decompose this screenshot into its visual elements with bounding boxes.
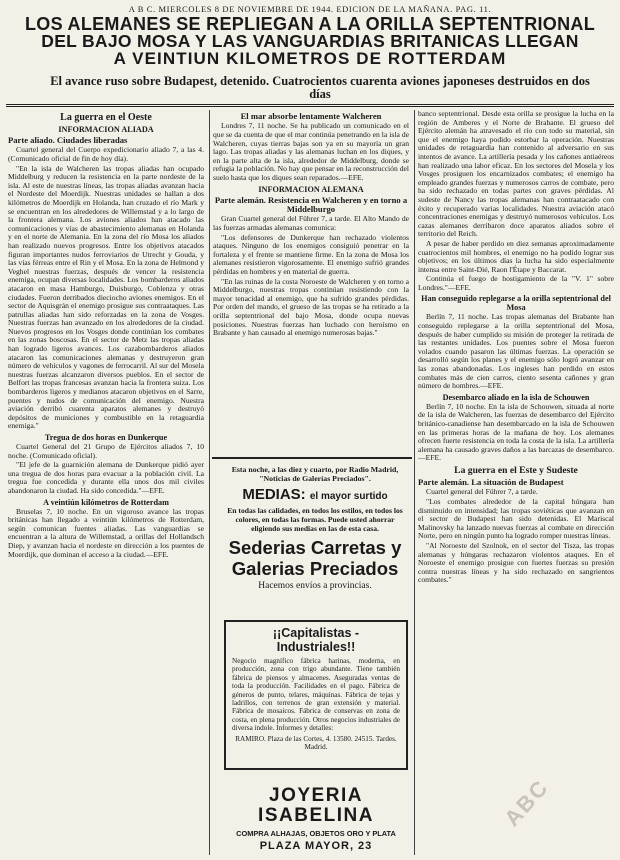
paragraph: "Los combates alrededor de la capital húngara han disminuido en intensidad; las tropas soviéticas que avanzan en el sector de Budapest han sido detenidas. El Mariscal Malinovsky ha lanzado nuevas fuerzas al combate en dirección Norte, pero en ningún punto ha logrado romper nuestras líneas.: [418, 496, 614, 541]
headline-line-3: A VEINTIUN KILOMETROS DE ROTTERDAM: [113, 49, 507, 68]
capitalistas-ad: [224, 620, 408, 770]
article-title-allied-report: Parte aliado. Ciudades liberadas: [8, 135, 128, 145]
column-2-articles: [213, 110, 409, 455]
paragraph: "Al Noroeste del Szolnok, en el sector del Tisza, las tropas alemanas y húngaras rechazaron violentos ataques. En el Noroeste el enemigo prosigue con fuertes fuerzas su presión contra nuestras líneas y ha sido rechazado en sangrientos combates.": [418, 540, 614, 585]
paragraph: Berlín 7, 11 noche. Las tropas alemanas del Brabante han conseguido replegarse a la orilla septentrional del Mosa, después de haber cumplido su misión de proteger la retirada de las restantes unidades. Los puentes sobre el Mosa fueron volados cuando pasaron las últimas fuerzas. La operación se desarrolló según los planes y el enemigo sólo logró avanzar en las zonas abandonadas. Los ingleses han perdido en estos combates más de cien carros, ciento sesenta cañones y gran número de hombres.—EFE.: [418, 312, 614, 391]
article-title-german-report: Parte alemán. Resistencia en Walcheren y en torno a Middelburgo: [214, 194, 408, 214]
paragraph: Gran Cuartel general del Führer 7, a tarde. El Alto Mando de las fuerzas armadas alemanas comunica:: [213, 214, 409, 232]
column-divider-1: [209, 110, 210, 855]
main-headline: [6, 16, 614, 67]
capitalistas-text: Negocio magnífico fábrica harinas, moderna, en producción, zona con trigo abundante. Tiene también fábrica de piensos y almacenes. Aseguradas ventas de toda la producción. Facilidades en el pago. Fábrica de géneros de punto, telares, máquinas. Fábrica de tejas y ladrillos, con terrenos de gran extensión y material. Fábrica de mosaicos. Fábrica de conservas en zona de costa, en plena producción. Otros negocios industriales de diversa índole. Informes y detalles:: [232, 657, 400, 733]
capitalistas-contact: RAMIRO. Plaza de las Cortes, 4. 13580. 24515. Tardes. Madrid.: [235, 734, 397, 752]
paragraph: Cuartel general del Cuerpo expedicionario aliado 7, a las 4. (Comunicado oficial de fin de hoy día).: [8, 145, 204, 163]
column-1: [8, 110, 204, 855]
subheadline: El avance ruso sobre Budapest, detenido. Cuatrocientos cuarenta aviones japoneses destruidos en dos días: [50, 74, 590, 101]
column-divider-2: [414, 110, 415, 855]
paragraph: "En las ruinas de la costa Noroeste de Walcheren y en torno a Middelburgo, nuestras tropas continúan resistiendo con la mayor tenacidad al enemigo, que ha sufrido grandes pérdidas. Por orden del mando, el grueso de las tropas se ha retirado a la orilla septentrional del bajo Mosa, donde ocupa nuevas posiciones. Nuestras fuerzas han luchado con heroísmo en Brabante y han causado al enemigo numerosas bajas.": [213, 276, 409, 338]
article-title-dunkirk: Tregua de dos horas en Dunkerque: [44, 433, 168, 442]
column-3: [418, 110, 614, 855]
joyeria-address: PLAZA MAYOR, 23: [259, 840, 373, 852]
headline-rule-thin: [6, 106, 614, 107]
joyeria-ad: [224, 786, 408, 852]
headline-line-2: DEL BAJO MOSA Y LAS VANGUARDIAS BRITANICAS LLEGAN: [41, 31, 579, 51]
paragraph: "En la isla de Walcheren las tropas aliadas han ocupado Middelburg y reducen la resistencia en la parte nordeste de la isla. Al este de nuestras líneas, las tropas aliadas avanzan hacia el Nordeste del Moerdijk. Nuestras unidades se hallan a dos kilómetros de Moerdijk en Holanda, han cruzado el río Mark y se encuentran en los alrededores de Willemstad y a lo largo de la frontera alemana. Los aviones aliados han atacado las comunicaciones y vías de abastecimiento alemanas en Holanda y en el norte de Alemania. En la zona del río Mosa los aliados han realizado nuevos progresos. Entre los objetivos atacados figuran importantes nudos ferroviarios de Utrecht y Gouda, y las vías férreas entre el Rin y el Mosa. En la zona de Helmond y Veghel nuestras fuerzas, después de vencer la resistencia enemiga, ocupan diversas localidades. Los bombarderos aliados atacaron en masa Hamburgo, Duisburgo, Coblenza y otras ciudades. Fueron derribados dieciocho aviones enemigos. En el sector de Aquisgrán el enemigo prosigue sus contraataques. Las patrullas aliadas han sido reforzadas en la zona de Vosges. Nuestras fuerzas han avanzado en los alrededores de la ciudad. Nuevos progresos en los Vosges donde continúan los combates en las zonas boscosas. En el sector de Metz las tropas aliadas han logrado ligeros avances. Los cazabombarderos aliados atacaron las comunicaciones alemanas y destruyeron gran número de vehículos y vagones de ferrocarril. Al sur del Mosela nuestras fuerzas alcanzaron diversos pueblos. En el sector de Belfort las tropas francesas avanzan hacia la frontera suiza. Los bombarderos ligeros y medianos atacaron objetivos en el Sarre, puentes y nudos de comunicación del enemigo. Nuestra aviación derribó cuarenta aparatos alemanes y destruyó depósitos de municiones y combustible en la retaguardia enemiga.": [8, 163, 204, 431]
shipping-note: Hacemos envíos a provincias.: [258, 581, 372, 591]
paragraph: "Los defensores de Dunkerque han rechazado violentos ataques. Ninguno de los enemigos consiguió penetrar en la fortaleza y el frente se mantiene firme. En la zona de Mosa los alemanes resistieron vigorosamente. El enemigo sufrió grandes pérdidas en hombres y en material de guerra.: [213, 232, 409, 276]
article-title-schouwen: Desembarco aliado en la isla de Schouwen: [442, 392, 590, 402]
medias-text: En todas las calidades, en todos los estilos, en todos los colores, en todas las formas. Puede usted ahorrar eligiendo sus medias en las de esta casa.: [227, 506, 403, 533]
section-subtitle-german: INFORMACION ALEMANA: [258, 184, 364, 194]
joyeria-text: COMPRA ALHAJAS, OBJETOS ORO Y PLATA: [236, 829, 396, 838]
medias-heading: [222, 486, 408, 503]
abc-watermark: ABC: [499, 774, 554, 831]
section-subtitle-allied: INFORMACION ALIADA: [58, 125, 154, 134]
medias-tagline: el mayor surtido: [309, 491, 388, 502]
headline-line-1: LOS ALEMANES SE REPLIEGAN A LA ORILLA SEPTENTRIONAL: [25, 14, 595, 34]
joyeria-name: JOYERIA ISABELINA: [258, 785, 374, 826]
store-name: Sederias Carretas y Galerias Preciados: [228, 537, 402, 579]
paragraph: Continúa el fuego de hostigamiento de la "V. 1" sobre Londres."—EFE.: [418, 274, 614, 292]
paragraph: banco septentrional. Desde esta orilla se prosigue la lucha en la región de Amberes y el Norte de Brabante. El grueso del Ejército alemán ha atravesado el río con todo su material, sin que el enemigo haya podido estorbar la operación. Nuestras unidades de retaguardia han contenido al adversario en sus intentos de avance. La artillería pesada y los cañones antiaéreos han realizado una labor eficaz. En los sectores del Mosela y los Vosges prosiguen los encarnizados combates; el enemigo ha empleado grandes fuerzas y numerosos carros de combate, pero ha sido rechazado en todas partes con graves pérdidas. Al sudeste de Nancy las tropas alemanas han contraatacado con éxito y recuperado varias localidades. Nuestra aviación atacó concentraciones enemigas y destruyó numerosos vehículos. Los cazas alemanes derribaron doce aparatos aliados sobre el territorio del Reich.: [418, 110, 614, 239]
galerias-preciados-ad: [222, 465, 408, 615]
section-title-east: La guerra en el Este y Sudeste: [454, 464, 578, 476]
paragraph: A pesar de haber perdido en diez semanas aproximadamente cuatrocientos mil hombres, el enemigo no ha podido lograr sus objetivos; en los últimos días la lucha ha sido especialmente intensa entre Saint-Dié, Raon l'Étape y Baccarat.: [418, 238, 614, 274]
headline-rule: [6, 104, 614, 105]
radio-announcement: Esta noche, a las diez y cuarto, por Radio Madrid, "Noticias de Galerías Preciados".: [231, 465, 399, 483]
section-title-west: La guerra en el Oeste: [60, 112, 152, 123]
ad-rule-top: [212, 457, 412, 459]
running-head: A B C. MIERCOLES 8 DE NOVIEMBRE DE 1944. EDICION DE LA MAÑANA. PAG. 11.: [128, 4, 492, 14]
paragraph: Bruselas 7, 10 noche. En un vigoroso avance las tropas británicas han llegado a veintiún kilómetros de Rotterdam, según comunican fuentes aliadas. Las vanguardias se encuentran a la altura de Willemstad, a orillas del Hollandsch Diep, y avanzan hacia el nordeste en dirección a los puentes de Moerdijk, que dominan el acceso a la ciudad.—EFE.: [8, 506, 204, 559]
capitalistas-title: ¡¡Capitalistas - Industriales!!: [272, 626, 360, 654]
paragraph: Londres 7, 11 noche. Se ha publicado un comunicado en el que se da cuenta de que el mar continúa penetrando en la isla de Walcheren, cuyas tierras bajas son ya en su mayoría un gran lago. Las tropas aliadas y las alemanas luchan en los diques, y en la parte alta de la isla, alrededor de Middelburg, donde se refugia la población. No hay que pensar en la reconstrucción del suelo hasta que los diques sean reparados.—EFE.: [213, 121, 409, 182]
paragraph: Cuartel General del 21 Grupo de Ejércitos aliados 7, 10 noche. (Comunicado oficial).: [8, 442, 204, 460]
article-title-mosa-retreat: Han conseguido replegarse a la orilla septentrional del Mosa: [421, 294, 611, 313]
article-title-budapest: Parte alemán. La situación de Budapest: [418, 476, 564, 487]
paragraph: Cuartel general del Führer 7, a tarde.: [426, 487, 538, 497]
paragraph: "El jefe de la guarnición alemana de Dunkerque pidió ayer una tregua de dos horas para evacuar a la población civil. La tregua fue concedida y durante ella unos dos mil civiles abandonaron la ciudad. Ha sido concedida."—EFE.: [8, 460, 204, 495]
paragraph: Berlín 7, 10 noche. En la isla de Schouwen, situada al norte de la isla de Walcheren, las fuerzas de desembarco del Ejército británico-canadiense han desembarcado en la isla de Schouwen en las primeras horas de la mañana de hoy. Los alemanes ofrecen fuerte resistencia en toda la costa de la isla. La artillería alemana ha causado graves daños a las barcazas de desembarco.—EFE.: [418, 401, 614, 463]
medias-word: MEDIAS:: [242, 486, 306, 503]
article-title-walcheren-sea: El mar absorbe lentamente Walcheren: [240, 111, 382, 121]
article-title-rotterdam: A veintiún kilómetros de Rotterdam: [43, 497, 169, 507]
